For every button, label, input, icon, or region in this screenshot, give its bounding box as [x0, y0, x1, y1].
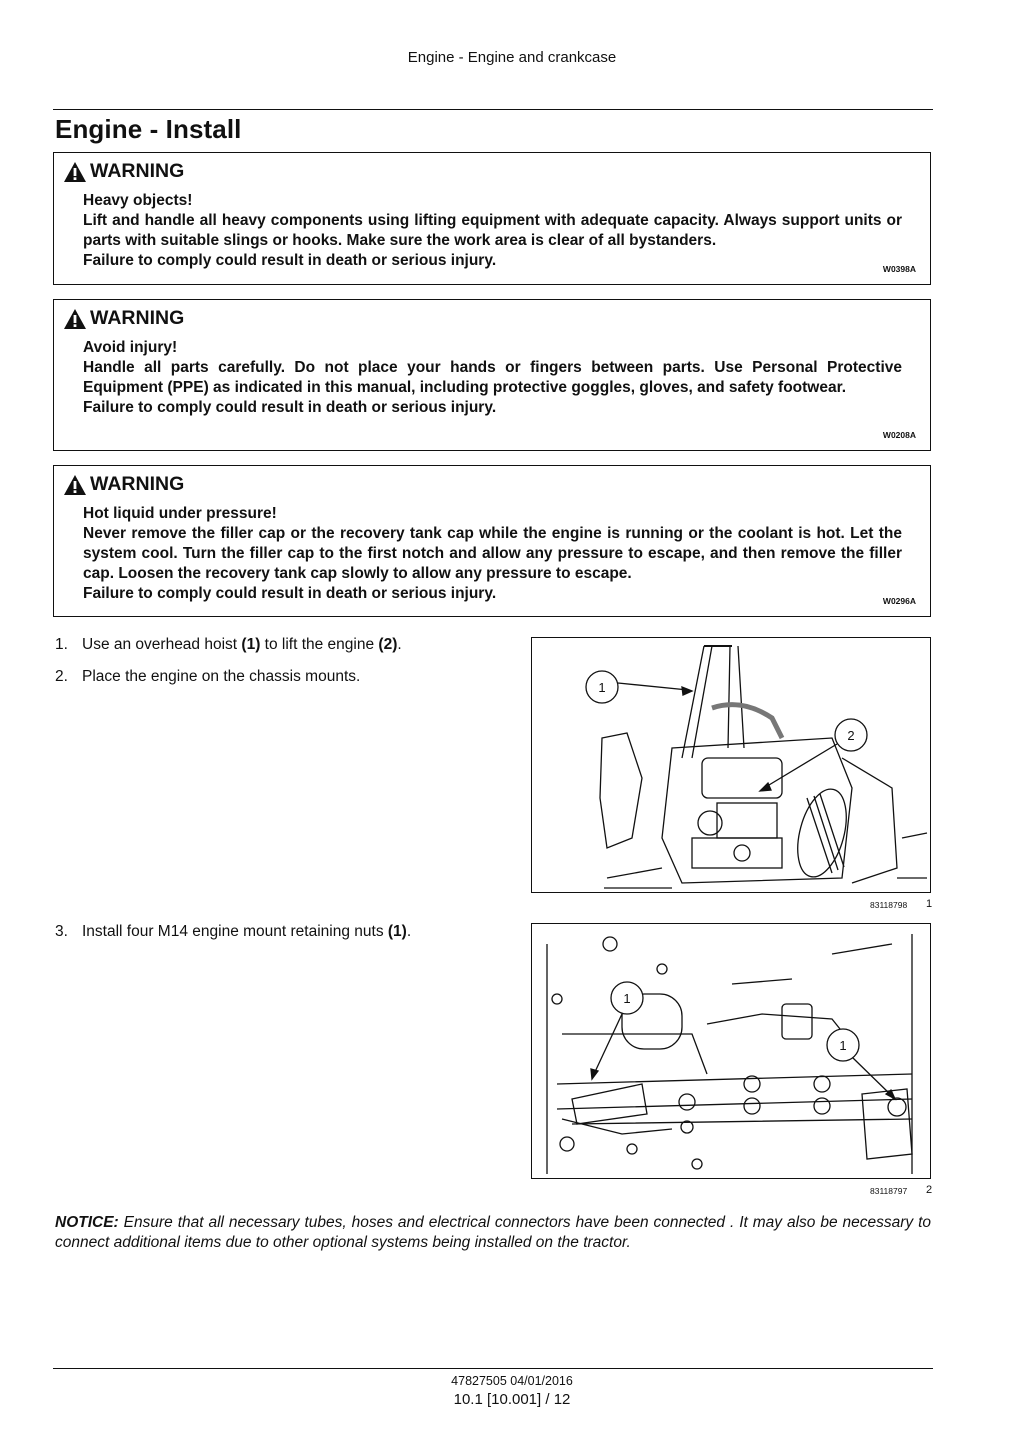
figure-engine-hoist — [531, 637, 931, 893]
header-rule — [53, 109, 933, 110]
step-number: 1. — [55, 636, 68, 653]
figure-number: 2 — [926, 1184, 933, 1196]
step-number: 3. — [55, 923, 68, 940]
figure-2-callout-label: 1 — [839, 1038, 847, 1053]
footer-page-ref: 10.1 [10.001] / 12 — [453, 1391, 571, 1408]
warning-consequence: Failure to comply could result in death or serious injury. — [83, 252, 497, 269]
warning-consequence: Failure to comply could result in death or serious injury. — [83, 399, 497, 416]
figure-1-callout-label: 2 — [847, 728, 855, 743]
warning-triangle-icon — [63, 161, 87, 183]
warning-consequence: Failure to comply could result in death or serious injury. — [83, 585, 497, 602]
warning-box-avoid-injury — [53, 299, 931, 451]
warning-label: WARNING — [90, 307, 185, 329]
warning-heading: Avoid injury! — [83, 339, 178, 356]
figure-number: 1 — [926, 898, 933, 910]
notice — [55, 1213, 931, 1253]
warning-text: Handle all parts carefully. Do not place your hands or fingers between parts. Use Personal Protective Equipment (PPE) as indicated in this manual, including protective goggles, gloves, and safety footwear. — [83, 359, 902, 396]
figure-id: 83118797 — [870, 1186, 908, 1196]
warning-heading: Heavy objects! — [83, 192, 193, 209]
figure-1-callout-label: 1 — [598, 680, 606, 695]
callout-ref: (2) — [378, 636, 398, 653]
warning-code: W0296A — [882, 596, 916, 606]
warning-label: WARNING — [90, 160, 185, 182]
engine-hoist-illustration — [532, 638, 929, 891]
warning-text: Lift and handle all heavy components using lifting equipment with adequate capacity. Always support units or parts with suitable slings or hooks. Make sure the work area is clear of all bystanders. — [83, 212, 902, 249]
figure-2-callout-label: 1 — [623, 991, 631, 1006]
notice-label: NOTICE: — [55, 1214, 119, 1231]
mount-nuts-illustration — [532, 924, 929, 1177]
warning-box-hot-liquid — [53, 465, 931, 617]
warning-code: W0398A — [882, 264, 916, 274]
running-header: Engine - Engine and crankcase — [407, 49, 617, 66]
warning-triangle-icon — [63, 308, 87, 330]
footer-rule — [53, 1368, 933, 1369]
callout-ref: (1) — [387, 923, 407, 940]
warning-text: Never remove the filler cap or the recovery tank cap while the engine is running or the coolant is hot. Let the system cool. Turn the filler cap to the first notch and allow any pressure to escape, and then remove the filler cap. Loosen the recovery tank cap slowly to allow any pressure to escape. — [83, 525, 902, 582]
figure-mount-nuts — [531, 923, 931, 1179]
warning-heading: Hot liquid under pressure! — [83, 505, 277, 522]
step-3: 3. Install four M14 engine mount retaining nuts (1). — [55, 923, 412, 940]
step-1: 1. Use an overhead hoist (1) to lift the engine (2). — [55, 636, 402, 653]
warning-box-heavy-objects — [53, 152, 931, 285]
warning-triangle-icon — [63, 474, 87, 496]
callout-ref: (1) — [241, 636, 261, 653]
figure-id: 83118798 — [870, 900, 908, 910]
notice-text: Ensure that all necessary tubes, hoses and electrical connectors have been connected . It may also be necessary to connect additional items due to other optional systems being installed on the tractor. — [55, 1214, 931, 1251]
page-title: Engine - Install — [55, 114, 242, 144]
step-number: 2. — [55, 668, 68, 685]
warning-label: WARNING — [90, 473, 185, 495]
warning-code: W0208A — [882, 430, 916, 440]
step-2: 2. Place the engine on the chassis mounts. — [55, 668, 361, 685]
footer-doc-ref: 47827505 04/01/2016 — [451, 1374, 573, 1388]
